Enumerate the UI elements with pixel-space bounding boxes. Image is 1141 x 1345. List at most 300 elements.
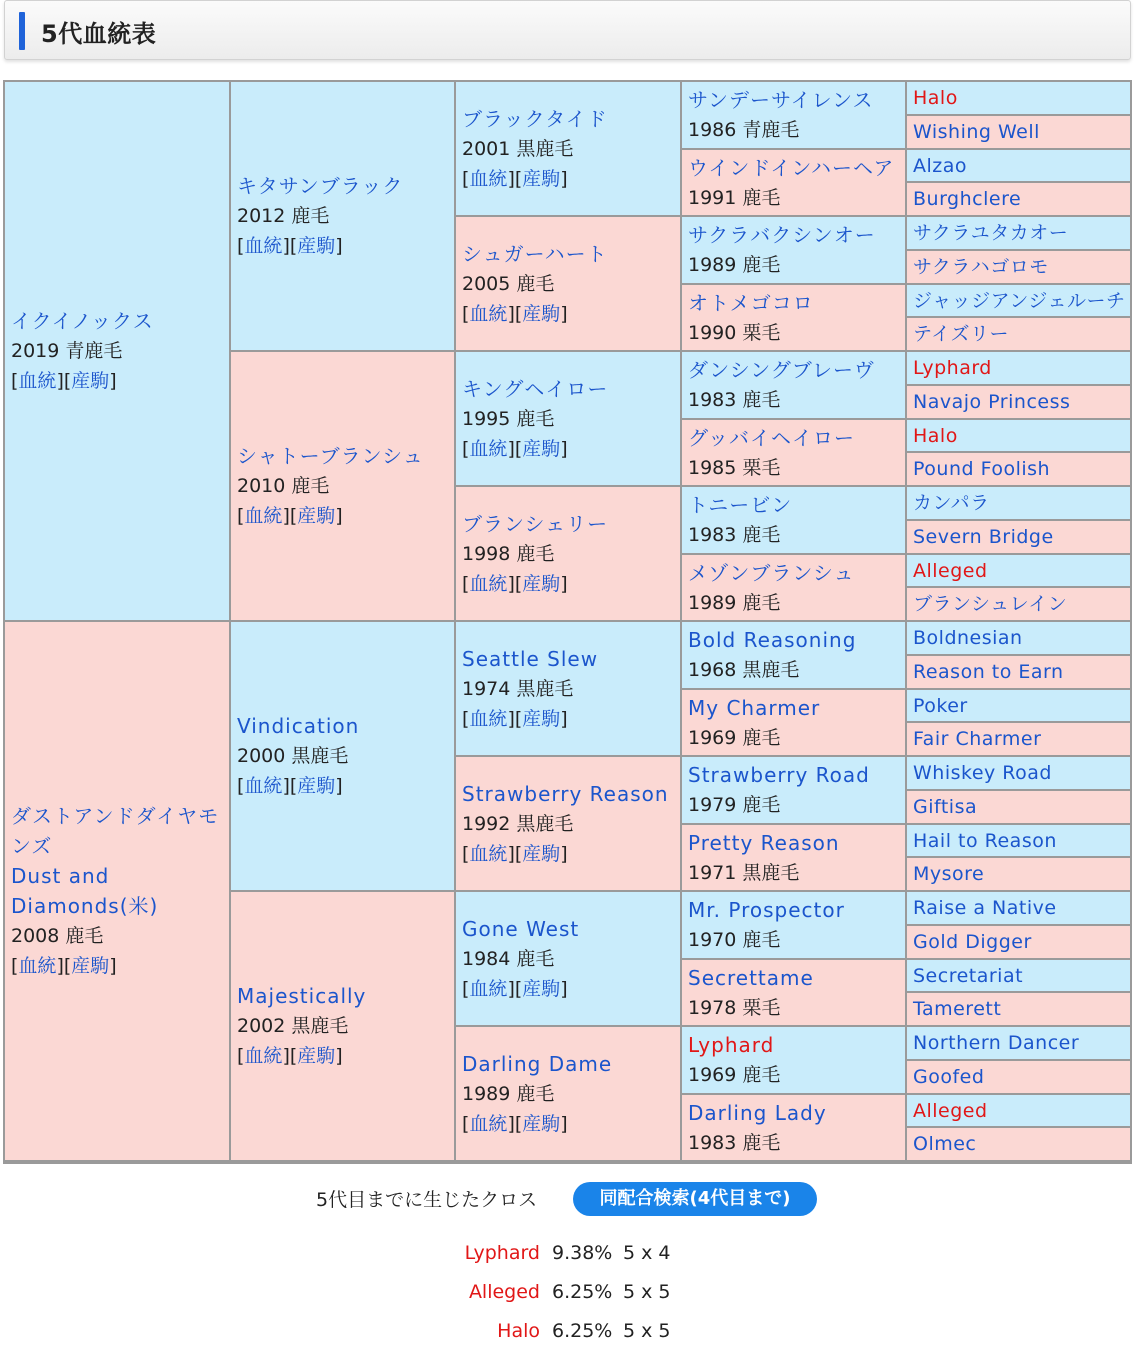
pedigree-cell-content [237,981,450,1071]
bracket: ] [335,235,343,257]
pedigree-cell-content [913,218,1126,248]
pedigree-link[interactable]: 血統 [469,572,508,595]
horse-name-link[interactable]: Pound Foolish [913,458,1051,480]
horse-name-link[interactable]: My Charmer [688,695,821,720]
cross-generation: 5 x 5 [623,1281,671,1303]
progeny-link[interactable]: 産駒 [297,1045,336,1067]
horse-name-link[interactable]: ブランシェリー [462,511,609,536]
pedigree-cell-content [913,252,1126,282]
horse-name-link[interactable]: Raise a Native [913,897,1057,919]
horse-name-link[interactable]: Lyphard [688,1033,775,1057]
bracket: ][ [56,955,72,977]
pedigree-cell-g5 [906,115,1131,149]
cross-label: 5代目までに生じたクロス [316,1189,538,1211]
pedigree-cell-content [688,1098,901,1158]
pedigree-cell-g5 [906,486,1131,520]
pedigree-cell-g2 [230,351,455,621]
cross-row [400,1240,700,1266]
horse-name-link[interactable]: Gold Digger [913,931,1032,953]
section-header [4,0,1131,60]
pedigree-cell-content [462,374,676,464]
pedigree-cell-g4 [681,621,906,689]
pedigree-cell-content [913,522,1126,552]
pedigree-cell-content [913,994,1126,1024]
pedigree-link[interactable]: 血統 [469,842,508,865]
pedigree-link[interactable]: 血統 [244,1045,283,1067]
pedigree-cell-g5 [906,182,1131,216]
horse-name-link[interactable]: Giftisa [913,796,978,818]
pedigree-cell-g5 [906,81,1131,115]
horse-name-link[interactable]: イクイノックス [11,309,154,333]
pedigree-cell-g3 [455,756,681,891]
bracket: [ [462,572,470,595]
pedigree-cell-content [913,488,1126,518]
horse-name-link[interactable]: Vindication [237,714,360,738]
bracket: ][ [507,302,523,325]
pedigree-cell-g3 [455,1026,681,1161]
progeny-link[interactable]: 産駒 [522,1112,561,1135]
bracket: ] [335,505,343,527]
pedigree-cell-g5 [906,419,1131,452]
bracket: [ [462,1112,470,1135]
horse-birth-color: 2008 鹿毛 [11,925,104,947]
pedigree-cell-g5 [906,1094,1131,1127]
bracket: ] [560,167,568,190]
pedigree-cell-g4 [681,756,906,824]
horse-birth-color: 1995 鹿毛 [462,407,555,430]
pedigree-link[interactable]: 血統 [469,167,508,190]
pedigree-cell-content [462,509,676,599]
pedigree-cell-content [913,691,1126,721]
pedigree-cell-content [462,914,676,1004]
bracket: ][ [507,707,523,730]
horse-birth-color: 1992 黒鹿毛 [462,812,574,835]
bracket: [ [462,707,470,730]
bracket: ][ [282,775,298,797]
horse-birth-color: 2019 青鹿毛 [11,340,123,362]
pedigree-cell-content [688,288,901,348]
pedigree-cell-content [688,220,901,280]
pedigree-cell-content [462,644,676,734]
pedigree-cell-content [688,558,901,618]
pedigree-cell-content [913,792,1126,822]
pedigree-cell-content [913,184,1126,214]
bracket: ][ [507,842,523,865]
bracket: [ [11,370,19,392]
pedigree-cell-g5 [906,790,1131,824]
horse-name-link[interactable]: Navajo Princess [913,391,1071,413]
horse-name-link[interactable]: Olmec [913,1133,977,1155]
pedigree-cell-content [913,83,1126,113]
horse-name-link[interactable]: Alleged [913,1099,988,1122]
horse-name-link[interactable]: ウインドインハーヘア [688,155,895,180]
pedigree-link[interactable]: 血統 [469,437,508,460]
pedigree-cell-content [688,760,901,820]
pedigree-cell-g5 [906,824,1131,857]
pedigree-cell-content [913,151,1126,181]
horse-birth-color: 2000 黒鹿毛 [237,745,349,767]
horse-name-link[interactable]: Goofed [913,1066,985,1088]
horse-birth-color: 1983 鹿毛 [688,1131,781,1154]
horse-name-link[interactable]: グッバイヘイロー [688,425,855,450]
pedigree-cell-content [688,85,901,145]
pedigree-link[interactable]: 血統 [18,370,57,392]
pedigree-cell-content [913,961,1126,991]
cross-percent: 6.25% [552,1320,613,1342]
horse-links [462,299,676,329]
horse-links [237,231,450,261]
bracket: ] [109,955,117,977]
pedigree-cell-content [688,828,901,888]
horse-birth-color: 1989 鹿毛 [688,591,781,614]
pedigree-cell-g4 [681,1094,906,1161]
horse-name-link[interactable]: キングヘイロー [462,376,609,401]
pedigree-cell-g4 [681,351,906,419]
horse-name-link[interactable]: Alleged [913,559,988,582]
horse-links [462,434,676,464]
pedigree-cell-g5 [906,250,1131,284]
pedigree-cell-g2 [230,621,455,891]
pedigree-cell-content [913,454,1126,484]
horse-birth-color: 1971 黒鹿毛 [688,861,800,884]
same-mating-search-button[interactable]: 同配合検索(4代目まで) [573,1182,817,1216]
horse-name-link[interactable]: Mysore [913,863,985,885]
horse-birth-color: 1974 黒鹿毛 [462,677,574,700]
horse-name-link[interactable]: トニービン [688,493,793,517]
horse-name-link[interactable]: Majestically [237,984,367,1008]
pedigree-link[interactable]: 血統 [469,1112,508,1135]
horse-birth-color: 1984 鹿毛 [462,947,555,970]
pedigree-cell-content [688,693,901,753]
pedigree-cell-content [462,1049,676,1139]
horse-name-link[interactable]: Fair Charmer [913,728,1042,750]
bracket: [ [237,775,245,797]
horse-name-link[interactable]: メゾンブランシュ [688,560,855,585]
bracket: [ [462,437,470,460]
horse-birth-color: 1969 鹿毛 [688,726,781,749]
bracket: ] [560,977,568,1000]
pedigree-cell-g4 [681,824,906,891]
pedigree-link[interactable]: 血統 [244,775,283,797]
bracket: ] [335,775,343,797]
horse-name-link[interactable]: サンデーサイレンス [688,88,874,112]
bracket: [ [237,235,245,257]
pedigree-cell-content [913,623,1126,653]
pedigree-cell-content [11,306,225,396]
bracket: [ [462,842,470,865]
pedigree-cell-content [688,895,901,955]
bracket: ] [560,707,568,730]
horse-name-link[interactable]: Seattle Slew [462,646,599,671]
bracket: [ [237,1045,245,1067]
horse-name-link[interactable]: Hail to Reason [913,829,1057,852]
pedigree-cell-g4 [681,554,906,621]
progeny-link[interactable]: 産駒 [522,572,561,595]
bracket: ] [335,1045,343,1067]
pedigree-cell-g4 [681,959,906,1026]
horse-name-link[interactable]: Poker [913,694,968,717]
bracket: [ [462,167,470,190]
pedigree-cell-g5 [906,351,1131,385]
progeny-link[interactable]: 産駒 [71,955,110,977]
page-title: 5代血統表 [41,20,157,48]
pedigree-cell-content [913,1028,1126,1058]
pedigree-cell-g4 [681,1026,906,1094]
cross-generation: 5 x 4 [623,1242,671,1264]
horse-links [237,771,450,801]
horse-name-link[interactable]: Reason to Earn [913,661,1064,683]
pedigree-cell-content [913,927,1126,957]
pedigree-cell-g4 [681,486,906,554]
pedigree-cell-content [462,779,676,869]
pedigree-cell-g5 [906,1127,1131,1161]
pedigree-cell-content [913,286,1126,316]
pedigree-cell-content [237,711,450,801]
pedigree-cell-content [237,171,450,261]
pedigree-cell-g5 [906,216,1131,250]
pedigree-cell-g4 [681,891,906,959]
horse-name-link[interactable]: Alzao [913,154,968,177]
pedigree-link[interactable]: 血統 [244,505,283,527]
pedigree-link[interactable]: 血統 [469,302,508,325]
horse-name-link[interactable]: Darling Dame [462,1051,613,1076]
pedigree-cell-g5 [906,317,1131,351]
horse-birth-color: 1989 鹿毛 [688,254,781,276]
progeny-link[interactable]: 産駒 [522,437,561,460]
pedigree-cell-g5 [906,655,1131,689]
pedigree-cell-g5 [906,284,1131,317]
pedigree-cell-g4 [681,81,906,149]
horse-name-link[interactable]: カンパラ [913,492,990,514]
horse-name-link[interactable]: テイズリー [913,323,1009,345]
pedigree-cell-g5 [906,857,1131,891]
pedigree-cell-g3 [455,621,681,756]
horse-name-link[interactable]: Whiskey Road [913,762,1052,784]
pedigree-link[interactable]: 血統 [469,977,508,1000]
horse-name-link[interactable]: Bold Reasoning [688,628,857,652]
horse-name-link[interactable]: ブラックタイド [462,106,608,131]
horse-name-link[interactable]: ダストアンドダイヤモンズ [11,804,220,858]
bracket: ][ [282,235,298,257]
bracket: ] [560,1112,568,1135]
pedigree-cell-g5 [906,689,1131,722]
pedigree-cell-content [913,1062,1126,1092]
pedigree-cell-g2 [230,891,455,1161]
pedigree-cell-g5 [906,992,1131,1026]
pedigree-cell-g5 [906,959,1131,992]
pedigree-cell-g5 [906,756,1131,790]
pedigree-cell-content [913,353,1126,383]
horse-name-link[interactable]: Halo [913,424,958,447]
horse-links [11,366,225,396]
horse-links [237,1041,450,1071]
pedigree-cell-g2 [230,81,455,351]
pedigree-cell-content [913,724,1126,754]
pedigree-cell-g5 [906,149,1131,182]
horse-name-link[interactable]: Strawberry Road [688,763,870,787]
cross-percent: 6.25% [552,1281,613,1303]
progeny-link[interactable]: 産駒 [71,370,110,392]
horse-name-link[interactable]: Darling Lady [688,1100,827,1125]
horse-birth-color: 2005 鹿毛 [462,272,555,295]
horse-birth-color: 1978 栗毛 [688,996,781,1019]
pedigree-cell-g5 [906,385,1131,419]
horse-name-link[interactable]: Wishing Well [913,121,1040,143]
horse-birth-color: 1969 鹿毛 [688,1064,781,1086]
bracket: [ [462,302,470,325]
pedigree-cell-g4 [681,689,906,756]
horse-links [462,569,676,599]
horse-birth-color: 1979 鹿毛 [688,794,781,816]
horse-name-link[interactable]: Secretariat [913,964,1024,987]
bracket: ] [560,572,568,595]
pedigree-cell-g5 [906,1060,1131,1094]
progeny-link[interactable]: 産駒 [522,842,561,865]
cross-percent: 9.38% [552,1242,613,1264]
pedigree-link[interactable]: 血統 [244,235,283,257]
pedigree-cell-content [913,1096,1126,1126]
horse-name-link[interactable]: Mr. Prospector [688,898,845,922]
horse-name-en-link[interactable]: Dust and Diamonds(米) [11,864,159,918]
progeny-link[interactable]: 産駒 [297,505,336,527]
pedigree-cell-g5 [906,722,1131,756]
bracket: ][ [282,505,298,527]
pedigree-cell-g3 [455,486,681,621]
horse-birth-color: 1989 鹿毛 [462,1082,555,1105]
pedigree-cell-content [913,387,1126,417]
cross-row [400,1279,700,1305]
progeny-link[interactable]: 産駒 [522,707,561,730]
horse-birth-color: 1983 鹿毛 [688,389,781,411]
pedigree-cell-g4 [681,419,906,486]
horse-name-link[interactable]: Burghclere [913,188,1022,210]
horse-links [462,974,676,1004]
pedigree-cell-g5 [906,621,1131,655]
pedigree-cell-content [913,758,1126,788]
horse-links [462,839,676,869]
pedigree-cell-content [688,153,901,213]
progeny-link[interactable]: 産駒 [297,775,336,797]
horse-name-link[interactable]: Boldnesian [913,627,1023,649]
pedigree-cell-g5 [906,1026,1131,1060]
progeny-link[interactable]: 産駒 [522,977,561,1000]
pedigree-cell-content [913,826,1126,856]
pedigree-link[interactable]: 血統 [469,707,508,730]
pedigree-cell-content [11,801,225,981]
horse-name-link[interactable]: ジャッジアンジェルーチ [913,289,1126,312]
pedigree-cell-content [688,625,901,685]
horse-birth-color: 1986 青鹿毛 [688,119,800,141]
pedigree-link[interactable]: 血統 [18,955,57,977]
cross-row [400,1318,700,1344]
progeny-link[interactable]: 産駒 [522,302,561,325]
pedigree-cell-content [688,963,901,1023]
pedigree-cell-g3 [455,81,681,216]
horse-name-link[interactable]: Strawberry Reason [462,781,669,806]
pedigree-cell-content [913,859,1126,889]
pedigree-cell-content [913,556,1126,586]
cross-horse-link[interactable]: Alleged [468,1281,540,1303]
horse-name-link[interactable]: Gone West [462,916,580,941]
pedigree-cell-g1 [4,621,230,1161]
bracket: ][ [282,1045,298,1067]
pedigree-cell-g5 [906,452,1131,486]
horse-birth-color: 1985 栗毛 [688,456,781,479]
pedigree-cell-content [462,104,676,194]
horse-birth-color: 1970 鹿毛 [688,929,781,951]
horse-birth-color: 1968 黒鹿毛 [688,659,800,681]
cross-horse-link[interactable]: Halo [497,1320,540,1342]
pedigree-cell-g4 [681,216,906,284]
horse-name-link[interactable]: サクラハゴロモ [913,256,1049,278]
pedigree-cell-content [913,589,1126,619]
pedigree-cell-content [913,893,1126,923]
pedigree-cell-g5 [906,587,1131,621]
bracket: ] [560,437,568,460]
horse-name-link[interactable]: Halo [913,87,958,109]
horse-name-link[interactable]: サクラユタカオー [913,222,1069,244]
horse-name-link[interactable]: Tamerett [913,998,1002,1020]
pedigree-cell-content [688,490,901,550]
pedigree-cell-content [913,657,1126,687]
horse-name-link[interactable]: ダンシングブレーヴ [688,358,875,382]
horse-name-link[interactable]: シュガーハート [462,241,608,266]
horse-name-link[interactable]: シャトーブランシュ [237,444,424,468]
horse-name-link[interactable]: キタサンブラック [237,174,404,198]
horse-links [462,1109,676,1139]
pedigree-cell-g3 [455,216,681,351]
progeny-link[interactable]: 産駒 [522,167,561,190]
pedigree-cell-content [237,441,450,531]
progeny-link[interactable]: 産駒 [297,235,336,257]
cross-horse-link[interactable]: Lyphard [464,1242,540,1264]
horse-name-link[interactable]: Severn Bridge [913,526,1054,548]
pedigree-cell-content [688,423,901,483]
horse-birth-color: 2002 黒鹿毛 [237,1015,349,1037]
pedigree-cell-g5 [906,925,1131,959]
horse-links [462,704,676,734]
horse-name-link[interactable]: ブランシュレイン [913,593,1068,615]
horse-name-link[interactable]: Northern Dancer [913,1032,1080,1054]
bracket: [ [11,955,19,977]
horse-name-link[interactable]: Pretty Reason [688,830,840,855]
pedigree-cell-g4 [681,149,906,216]
bracket: ][ [507,1112,523,1135]
horse-name-link[interactable]: オトメゴコロ [688,290,814,315]
bracket: [ [237,505,245,527]
pedigree-cell-g3 [455,351,681,486]
pedigree-cell-content [913,421,1126,451]
bracket: ] [560,302,568,325]
pedigree-cell-content [913,1129,1126,1159]
horse-birth-color: 1983 鹿毛 [688,524,781,546]
horse-name-link[interactable]: Secrettame [688,965,814,990]
pedigree-cell-g4 [681,284,906,351]
pedigree-cell-g1 [4,81,230,621]
pedigree-cell-content [688,1030,901,1090]
pedigree-cell-content [688,355,901,415]
horse-name-link[interactable]: Lyphard [913,357,992,379]
horse-links [237,501,450,531]
horse-birth-color: 2001 黒鹿毛 [462,137,574,160]
pedigree-table [3,80,1132,1164]
bracket: ] [560,842,568,865]
cross-generation: 5 x 5 [623,1320,671,1342]
horse-birth-color: 1991 鹿毛 [688,186,781,209]
horse-birth-color: 2012 鹿毛 [237,205,330,227]
horse-name-link[interactable]: サクラバクシンオー [688,223,876,247]
pedigree-cell-content [462,239,676,329]
